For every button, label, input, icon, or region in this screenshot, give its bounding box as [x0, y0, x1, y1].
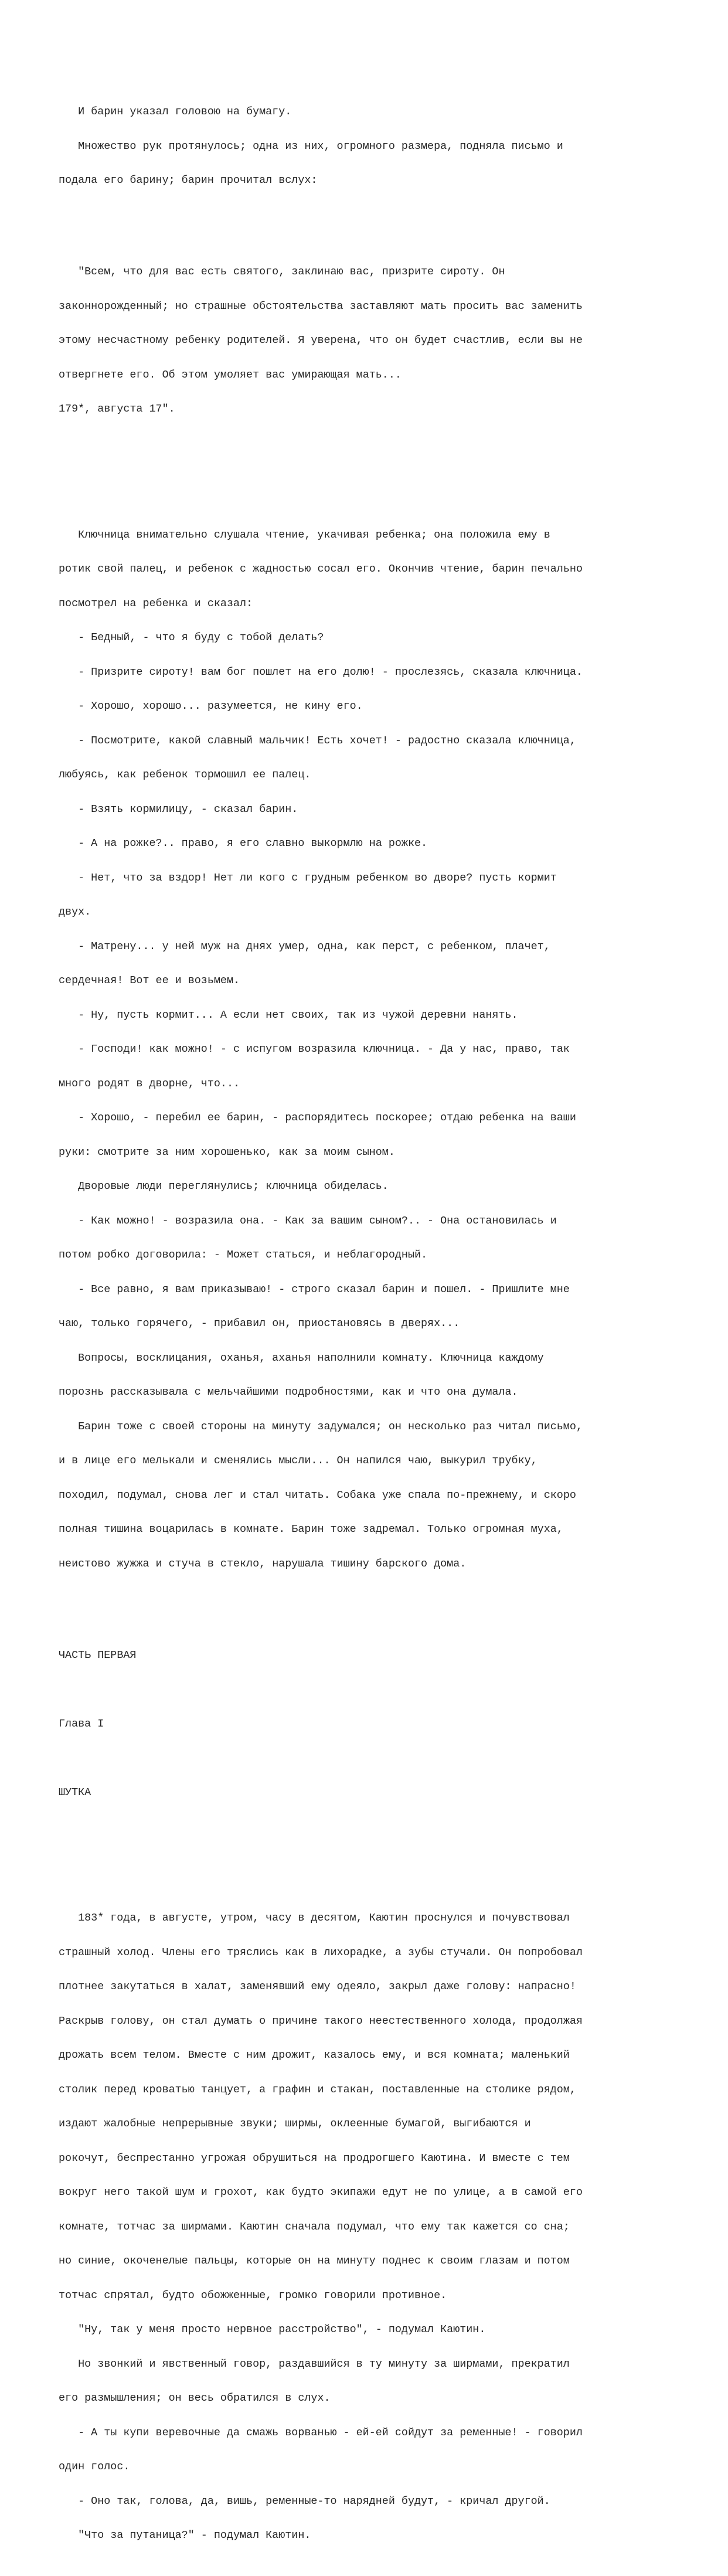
text-line: полная тишина воцарилась в комнате. Барин тоже задремал. Только огромная муха,	[59, 1523, 563, 1535]
text-line: столик перед кроватью танцует, а графин и стакан, поставленные на столике рядом,	[59, 2083, 576, 2096]
text-line: - Посмотрите, какой славный мальчик! Есть хочет! - радостно сказала ключница,	[78, 734, 576, 747]
text-line: "Что за путаница?" - подумал Каютин.	[78, 2529, 311, 2541]
document-text	[59, 60, 668, 2575]
text-line: тотчас спрятал, будто обожженные, громко говорили противное.	[59, 2289, 447, 2302]
text-line: ротик свой палец, и ребенок с жадностью сосал его. Окончив чтение, барин печально	[59, 563, 583, 575]
text-line: - Как можно! - возразила она. - Как за вашим сыном?.. - Она остановилась и	[78, 1214, 557, 1227]
text-line: но синие, окоченелые пальцы, которые он на минуту поднес к своим глазам и потом	[59, 2255, 570, 2267]
chapter-title: ШУТКА	[59, 1786, 91, 1799]
text-line: И барин указал головою на бумагу.	[78, 106, 292, 118]
blank-line	[59, 472, 668, 484]
blank-line	[59, 1855, 668, 1867]
blank-line	[59, 1752, 668, 1764]
text-line: - Хорошо, хорошо... разумеется, не кину его.	[78, 700, 363, 712]
text-line: подала его барину; барин прочитал вслух:	[59, 174, 318, 186]
text-line: Но звонкий и явственный говор, раздавшийся в ту минуту за ширмами, прекратил	[78, 2357, 570, 2370]
text-line: плотнее закутаться в халат, заменявший ему одеяло, закрыл даже голову: напрасно!	[59, 1980, 576, 1993]
text-line: - Призрите сироту! вам бог пошлет на его долю! - прослезясь, сказала ключница.	[78, 665, 583, 678]
text-line: - Оно так, голова, да, вишь, ременные-то нарядней будут, - кричал другой.	[78, 2495, 550, 2507]
letter-line: отвергнете его. Об этом умоляет вас умирающая мать...	[59, 368, 402, 381]
text-line: один голос.	[59, 2461, 130, 2473]
text-line: - Все равно, я вам приказываю! - строго сказал барин и пошел. - Пришлите мне	[78, 1283, 570, 1296]
text-line: рокочут, беспрестанно угрожая обрушиться на продрогшего Каютина. И вместе с тем	[59, 2152, 570, 2164]
text-line: - Хорошо, - перебил ее барин, - распорядитесь поскорее; отдаю ребенка на ваши	[78, 1112, 576, 1124]
text-line: Раскрыв голову, он стал думать о причине такого неестественного холода, продолжая	[59, 2014, 583, 2027]
letter-line: 179*, августа 17".	[59, 403, 175, 415]
letter-line: "Всем, что для вас есть святого, заклинаю вас, призрите сироту. Он	[78, 266, 505, 278]
text-line: руки: смотрите за ним хорошенько, как за моим сыном.	[59, 1146, 395, 1158]
text-line: Дворовые люди переглянулись; ключница обиделась.	[78, 1180, 389, 1192]
text-line: Барин тоже с своей стороны на минуту задумался; он несколько раз читал письмо,	[78, 1420, 583, 1433]
blank-line	[59, 1684, 668, 1695]
text-line: посмотрел на ребенка и сказал:	[59, 597, 253, 610]
text-line: - Ну, пусть кормит... А если нет своих, так из чужой деревни нанять.	[78, 1008, 518, 1021]
text-line: неистово жужжа и стуча в стекло, нарушала тишину барского дома.	[59, 1557, 467, 1570]
text-line: - Господи! как можно! - с испугом возразила ключница. - Да у нас, право, так	[78, 1043, 570, 1055]
text-line: "Ну, так у меня просто нервное расстройство", - подумал Каютин.	[78, 2323, 486, 2336]
text-line: вокруг него такой шум и грохот, как будто экипажи едут не по улице, а в самой его	[59, 2186, 583, 2198]
text-line: страшный холод. Члены его тряслись как в лихорадке, а зубы стучали. Он попробовал	[59, 1946, 583, 1959]
text-line: его размышления; он весь обратился в слух.	[59, 2392, 331, 2404]
text-line: походил, подумал, снова лег и стал читать. Собака уже спала по-прежнему, и скоро	[59, 1488, 576, 1501]
text-line: комнате, тотчас за ширмами. Каютин сначала подумал, что ему так кажется со сна;	[59, 2220, 570, 2233]
text-line: чаю, только горячего, - прибавил он, приостановясь в дверях...	[59, 1317, 460, 1330]
text-line: - Взять кормилицу, - сказал барин.	[78, 803, 298, 815]
text-line: двух.	[59, 906, 91, 918]
text-line: Ключница внимательно слушала чтение, укачивая ребенка; она положила ему в	[78, 528, 550, 541]
text-line: - Матрену... у ней муж на днях умер, одна, как перст, с ребенком, плачет,	[78, 940, 550, 953]
text-line: - А ты купи веревочные да смажь ворванью - ей-ей сойдут за ременные! - говорил	[78, 2426, 583, 2439]
chapter-number: Глава I	[59, 1717, 104, 1730]
text-line: дрожать всем телом. Вместе с ним дрожит, казалось ему, и вся комната; маленький	[59, 2049, 570, 2061]
blank-line	[59, 1821, 668, 1833]
text-line: 183* года, в августе, утром, часу в десятом, Каютин проснулся и почувствовал	[78, 1912, 570, 1924]
text-line: - Нет, что за вздор! Нет ли кого с грудным ребенком во дворе? пусть кормит	[78, 871, 557, 884]
blank-line	[59, 438, 668, 450]
part-title: ЧАСТЬ ПЕРВАЯ	[59, 1649, 137, 1661]
blank-line	[59, 1592, 668, 1604]
text-line: порознь рассказывала с мельчайшими подробностями, как и что она думала.	[59, 1386, 518, 1398]
text-line: Вопросы, восклицания, оханья, аханья наполнили комнату. Ключница каждому	[78, 1351, 544, 1364]
text-line: - А на рожке?.. право, я его славно выкормлю на рожке.	[78, 837, 428, 849]
text-line: потом робко договорила: - Может статься, и неблагородный.	[59, 1249, 428, 1261]
text-line: Множество рук протянулось; одна из них, огромного размера, подняла письмо и	[78, 140, 563, 152]
letter-line: законнорожденный; но страшные обстоятельства заставляют мать просить вас заменить	[59, 300, 583, 312]
text-line: любуясь, как ребенок тормошил ее палец.	[59, 769, 311, 781]
text-line: - Бедный, - что я буду с тобой делать?	[78, 631, 324, 644]
text-line: много родят в дворне, что...	[59, 1077, 240, 1090]
text-line: и в лице его мелькали и сменялись мысли... Он напился чаю, выкурил трубку,	[59, 1454, 538, 1467]
text-line: издают жалобные непрерывные звуки; ширмы, оклеенные бумагой, выгибаются и	[59, 2118, 531, 2130]
blank-line	[59, 209, 668, 221]
letter-line: этому несчастному ребенку родителей. Я уверена, что он будет счастлив, если вы не	[59, 334, 583, 346]
text-line: сердечная! Вот ее и возьмем.	[59, 974, 240, 987]
